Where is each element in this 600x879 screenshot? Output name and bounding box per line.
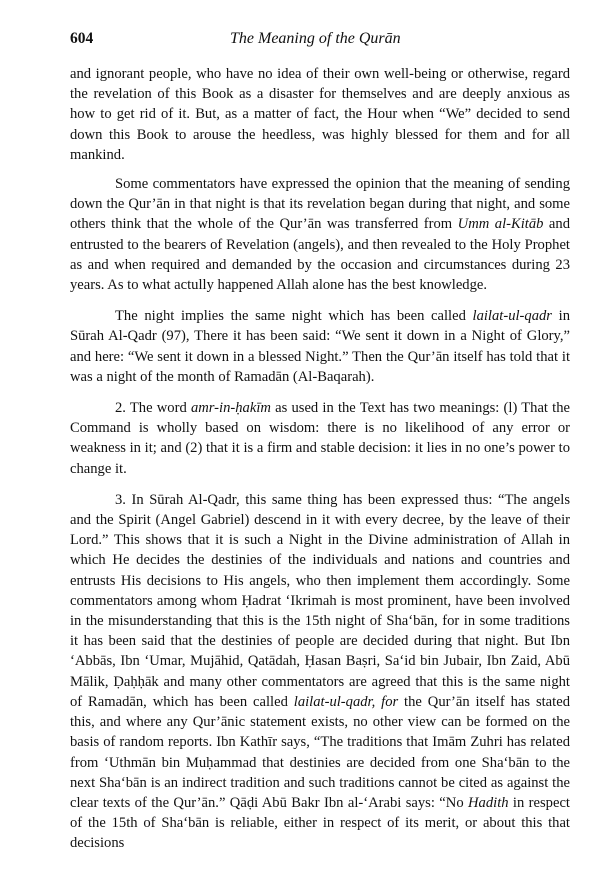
text-run: Some commentators have expressed the opinion that the meaning of sending down the Qur’ān in that night is that its revelation began during that night, and some others think that the whole of the Qur’ān was transferred from — [70, 176, 570, 233]
italic-term: amr-in-ḥakīm — [190, 400, 271, 417]
italic-term: lailat-ul-qadr — [472, 308, 552, 325]
italic-term: Umm al-Kitāb — [457, 216, 544, 233]
text-run: 2. The word — [115, 400, 191, 417]
body-text — [70, 64, 570, 854]
text-run: as used in the Text has two meanings: (l) That the Command is wholly based on wisdom: there is no likelihood of any error or weakness in it; and (2) that it is a firm and stable decision: it lies in no one’s power to change it. — [70, 400, 571, 477]
italic-term: lailat-ul-qadr, — [293, 693, 376, 710]
text-run: in Sūrah Al-Qadr (97), There it has been said: “We sent it down in a Night of Glory,” and here: “We sent it down in a blessed Night.” Then the Qur’ān itself has told that it was a night of the month of Ramadān (Al-Baqarah). — [70, 308, 571, 385]
text-run: The night implies the same night which has been called — [115, 308, 473, 325]
paragraph — [70, 398, 570, 479]
italic-term: for — [381, 693, 399, 710]
text-run: and entrusted to the bearers of Revelation (angels), and then revealed to the Holy Prophet as and when required and demanded by the occasion and circumstances during 23 years. As to what actully happened Allah alone has the best knowledge. — [70, 216, 570, 294]
paragraph — [70, 306, 570, 387]
paragraph — [70, 490, 570, 854]
text-run: in respect of the 15th of Sha‘bān is reliable, either in respect of its merit, or about this that decisions — [70, 794, 570, 852]
page-header — [70, 26, 570, 54]
paragraph — [70, 174, 570, 295]
paragraph — [70, 64, 570, 165]
italic-term: Hadith — [468, 794, 509, 811]
text-run: the Qur’ān itself has stated this, and where any Qur’ānic statement exists, no other view can be formed on the basis of random reports. Ibn Kathīr says, “The traditions that Imām Zuhri has related from ‘Uthmān bin Muḥammad that destinies are decided from one Sha‘bān to the next Sha‘bān is an indirect tradition and such traditions cannot be cited as against the clear texts of the Qur’ān.” Qāḍi Abū Bakr Ibn al-‘Arabi says: “No — [70, 693, 570, 811]
page-number: 604 — [70, 30, 94, 47]
text-run: and ignorant people, who have no idea of their own well-being or otherwise, regard the revelation of this Book as a disaster for themselves and are deeply anxious as how to get rid of it. But, as a matter of fact, the Hour when “We” decided to send down this Book to arouse the heedless, was highly blessed for them and for all mankind. — [70, 66, 570, 163]
text-run: 3. In Sūrah Al-Qadr, this same thing has been expressed thus: “The angels and the Spirit (Angel Gabriel) descend in it with every decree, by the leave of their Lord.” This shows that it is such a Night in the Divine administration of Allah in which He decides the destinies of the individuals and nations and countries and entrusts His decisions to His angels, who then implement them accordingly. Some commentators among whom Ḥadrat ‘Ikrimah is most prominent, have been involved in the misunderstanding that this is the 15th night of Sha‘bān, for in some traditions it has been said that the destinies of people are decided during that night. But Ibn ‘Abbās, Ibn ‘Umar, Mujāhid, Qatādah, Ḥasan Baṣri, Sa‘id bin Jubair, Ibn Zaid, Abū Mālik, Ḍaḥḥāk and many other commentators are agreed that this is the same night of Ramadān, which has been called — [70, 491, 570, 710]
running-title: The Meaning of the Qurān — [230, 30, 401, 47]
